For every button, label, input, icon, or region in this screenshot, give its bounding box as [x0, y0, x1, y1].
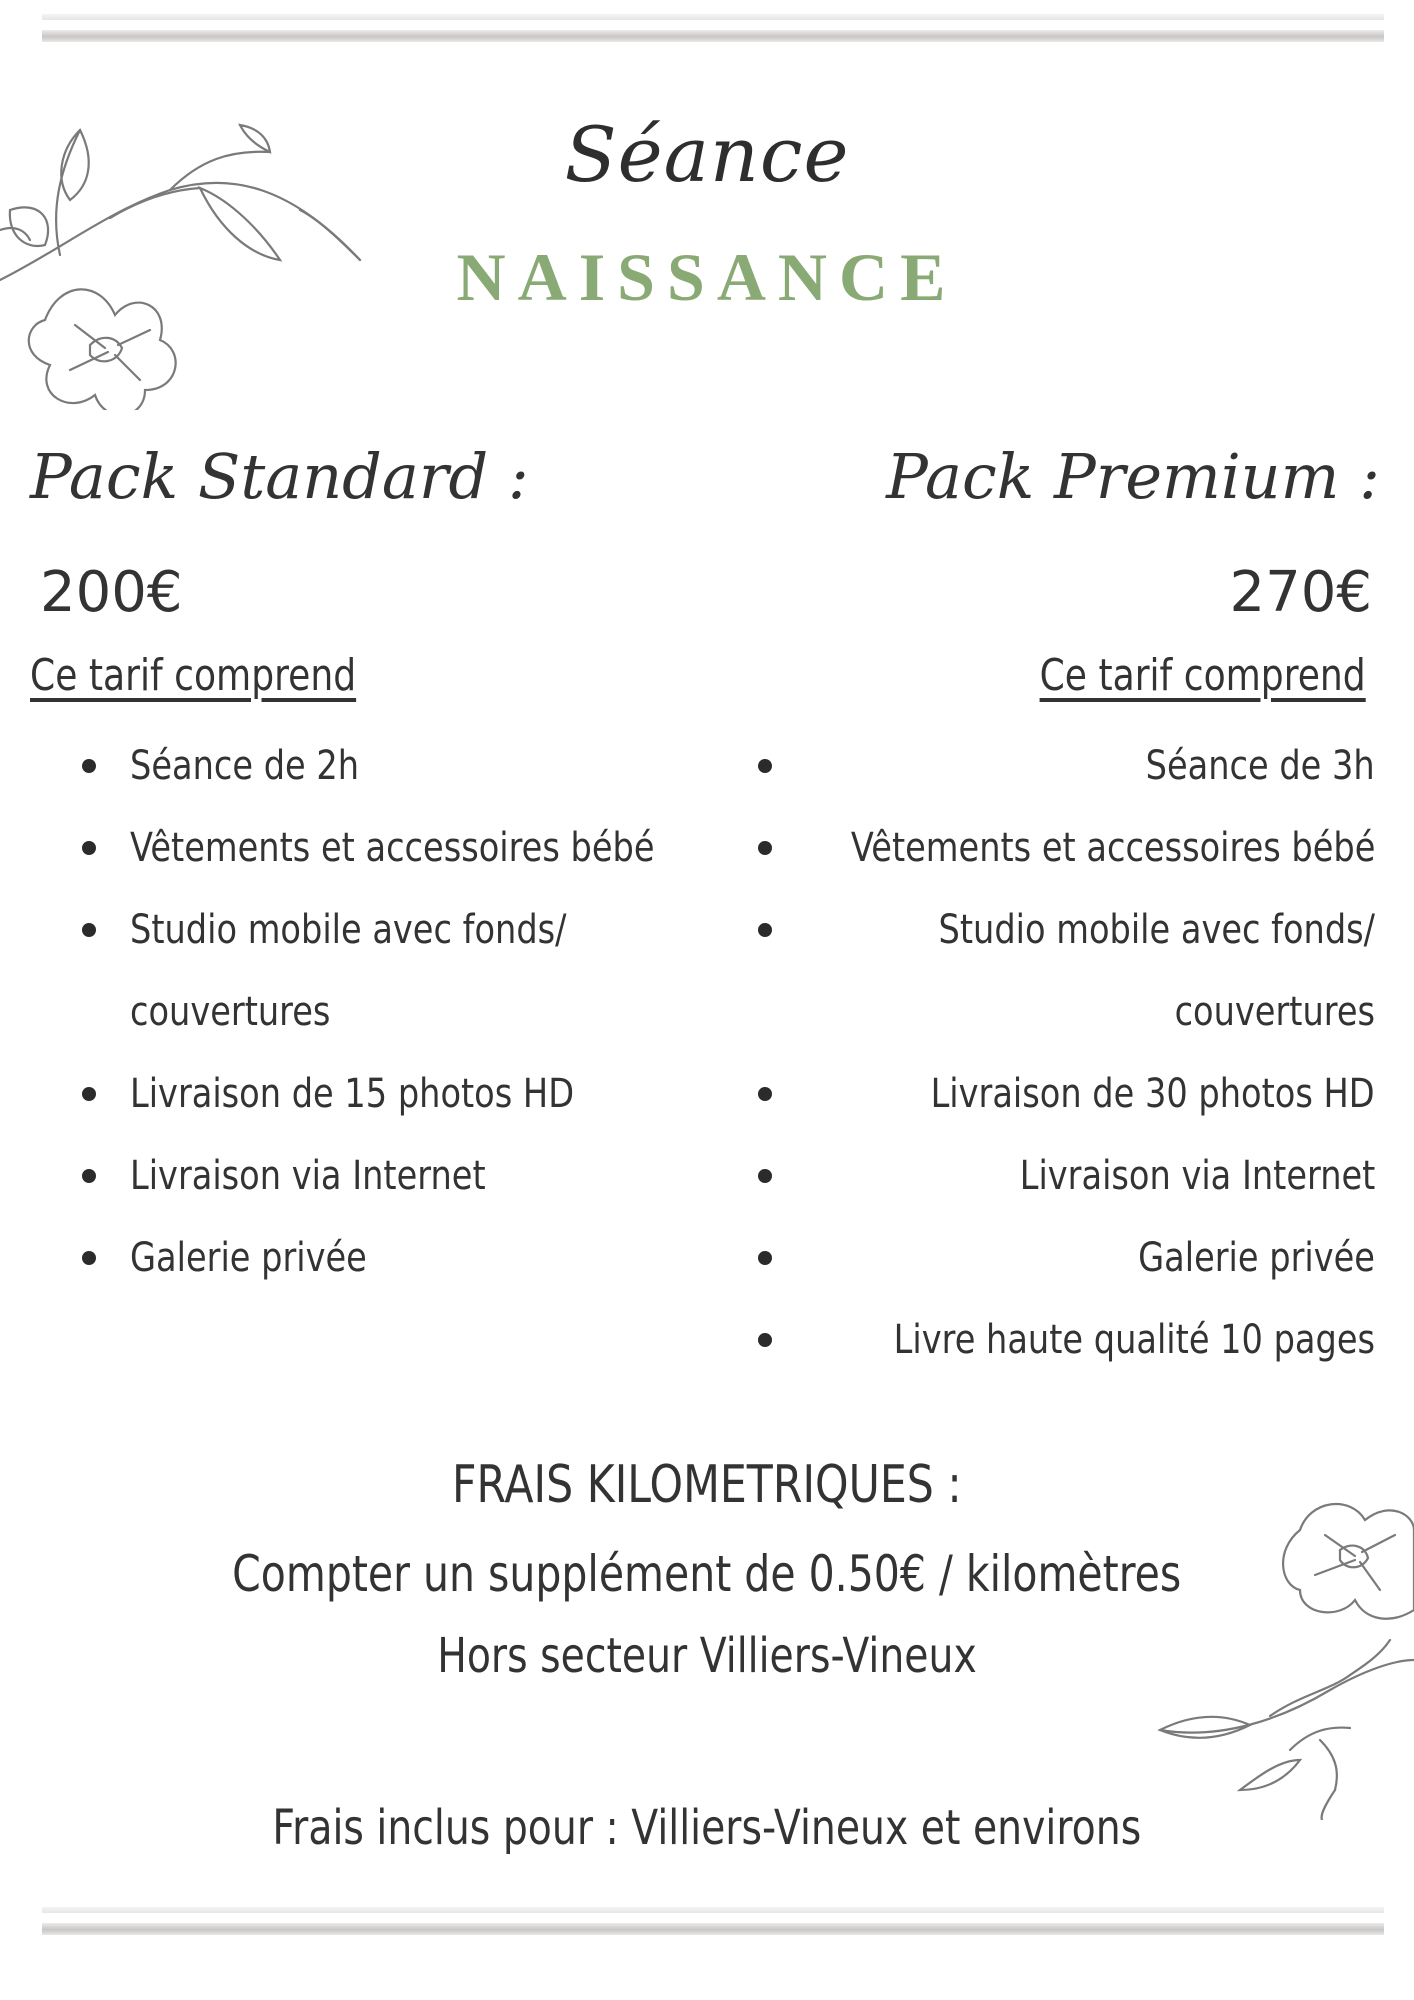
- list-item: Livraison via Internet: [755, 1135, 1375, 1217]
- bullet-icon: [758, 1087, 772, 1101]
- list-item: Studio mobile avec fonds/ couvertures: [755, 889, 1375, 1053]
- bullet-icon: [82, 759, 96, 773]
- bullet-icon: [758, 923, 772, 937]
- bullet-icon: [82, 1087, 96, 1101]
- bullet-icon: [758, 1251, 772, 1265]
- floral-corner-bottom-right: [1150, 1490, 1414, 1820]
- list-item: Séance de 3h: [755, 725, 1375, 807]
- list-item: Vêtements et accessoires bébé: [82, 807, 722, 889]
- list-item: Livraison via Internet: [82, 1135, 722, 1217]
- bullet-icon: [758, 759, 772, 773]
- list-item: Galerie privée: [82, 1217, 722, 1299]
- list-item: Livraison de 15 photos HD: [82, 1053, 722, 1135]
- bullet-icon: [82, 1251, 96, 1265]
- pack-standard-title: Pack Standard :: [30, 440, 529, 513]
- bullet-icon: [82, 1169, 96, 1183]
- pack-standard-includes-label: Ce tarif comprend: [30, 650, 357, 701]
- pack-premium-title: Pack Premium :: [886, 440, 1380, 513]
- list-item: Séance de 2h: [82, 725, 722, 807]
- pack-premium-feature-list: [755, 725, 1375, 1381]
- pack-premium-includes-label: Ce tarif comprend: [1039, 650, 1366, 701]
- bottom-decorative-rule: [42, 1907, 1384, 1935]
- top-decorative-rule: [42, 14, 1384, 42]
- fees-area: Hors secteur Villiers-Vineux: [437, 1628, 977, 1684]
- list-item: Livraison de 30 photos HD: [755, 1053, 1375, 1135]
- list-item: Studio mobile avec fonds/ couvertures: [82, 889, 722, 1053]
- fees-supplement: Compter un supplément de 0.50€ / kilomètres: [232, 1545, 1182, 1603]
- bullet-icon: [758, 1333, 772, 1347]
- bullet-icon: [758, 1169, 772, 1183]
- pack-standard-feature-list: [82, 725, 722, 1299]
- fees-included: Frais inclus pour : Villiers-Vineux et environs: [272, 1800, 1142, 1856]
- pack-premium-price: 270€: [1229, 560, 1372, 625]
- list-item: Galerie privée: [755, 1217, 1375, 1299]
- title-script: Séance: [564, 110, 850, 199]
- pack-standard-price: 200€: [40, 560, 183, 625]
- bullet-icon: [82, 923, 96, 937]
- list-item: Livre haute qualité 10 pages: [755, 1299, 1375, 1381]
- list-item: Vêtements et accessoires bébé: [755, 807, 1375, 889]
- fees-title: FRAIS KILOMETRIQUES :: [452, 1455, 962, 1515]
- bullet-icon: [82, 841, 96, 855]
- page-title: NAISSANCE: [456, 239, 958, 315]
- bullet-icon: [758, 841, 772, 855]
